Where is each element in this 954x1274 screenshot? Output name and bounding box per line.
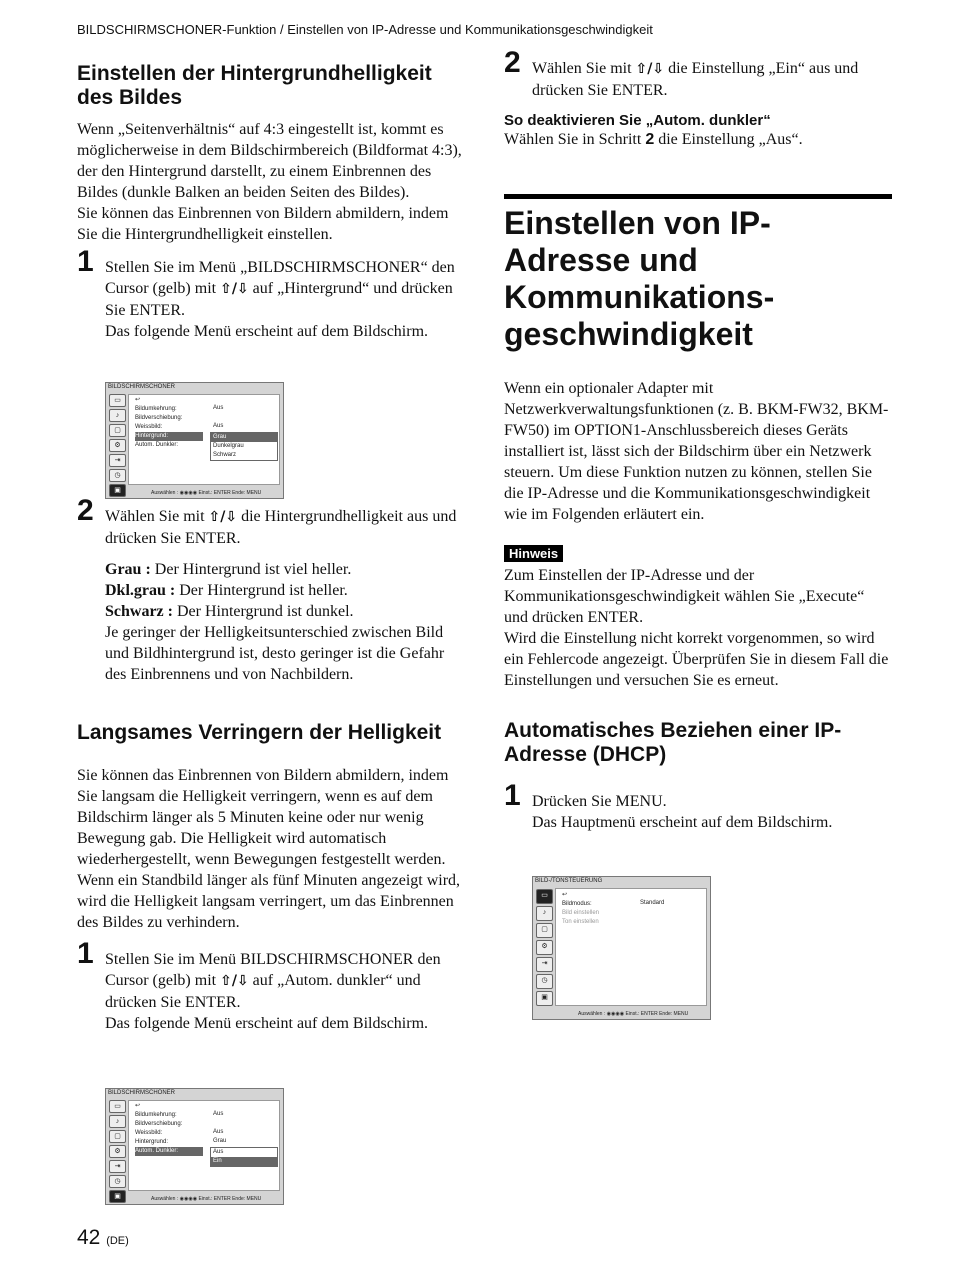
picture-icon: ▭ xyxy=(109,1100,126,1113)
left-column xyxy=(77,62,467,342)
left-column-part2 xyxy=(77,494,467,1034)
menu-panel xyxy=(128,394,280,485)
menu-row: Bildmodus: xyxy=(562,901,592,907)
step-text: Das folgende Menü erscheint auf dem Bildschirm. xyxy=(105,323,429,340)
step-number: 1 xyxy=(77,245,94,278)
sound-icon: ♪ xyxy=(109,409,126,422)
option-label: Grau : xyxy=(105,561,151,578)
paragraph: Wenn ein Standbild länger als fünf Minuten angezeigt wird, wird die Helligkeit langsam verringert, um das Einbrennen des Bildes zu verhindern. xyxy=(77,872,461,931)
option-text: Der Hintergrund ist dunkel. xyxy=(176,603,354,620)
menu-value: Grau xyxy=(213,1138,227,1144)
menu-value: Standard xyxy=(640,900,665,906)
menu-footer: Auswählen : ◉◉◉◉ Einst.: ENTER Ende: MENU xyxy=(151,1196,262,1202)
step-1 xyxy=(77,245,467,342)
screensaver-icon: ▣ xyxy=(109,1190,126,1203)
menu-value: Aus xyxy=(213,1129,224,1135)
dropdown-option: Dunkelgrau xyxy=(213,443,244,449)
menu-screen-main xyxy=(532,876,711,1020)
menu-value: Aus xyxy=(213,423,224,429)
page-number: 42 xyxy=(77,1226,101,1249)
screen-icon: ▢ xyxy=(109,424,126,437)
paragraph: Wenn ein optionaler Adapter mit Netzwerkverwaltungsfunktionen (z. B. BKM-FW32, BKM-FW50) im OPTION1-Anschlussbereich dieses Geräts installiert ist, lässt sich der Bildschirm über ein Netzwerk steuern. Um diese Funktion nutzen zu können, stellen Sie die IP-Adresse und die Kommunikationsgeschwindigkeit wie im Folgenden erläutert ein. xyxy=(504,380,889,523)
input-icon: ⇥ xyxy=(109,1160,126,1173)
step-ref: 2 xyxy=(645,131,655,148)
step-text: auf „Hintergrund“ und drücken Sie ENTER. xyxy=(105,280,453,319)
menu-row-disabled: Bild einstellen xyxy=(562,910,600,916)
screensaver-icon: ▣ xyxy=(109,484,126,497)
menu-row: Weissbild: xyxy=(135,424,163,430)
text: die Einstellung „Aus“. xyxy=(658,131,803,148)
screen-icon: ▢ xyxy=(109,1130,126,1143)
menu-value: Aus xyxy=(213,405,224,411)
input-icon: ⇥ xyxy=(536,957,553,972)
menu-row-selected: Hintergrund: xyxy=(135,432,203,441)
step-text: Stellen Sie im Menü „BILDSCHIRMSCHONER“ den Cursor (gelb) mit xyxy=(105,259,455,297)
menu-row: Bildverschiebung: xyxy=(135,1121,183,1127)
running-header: BILDSCHIRMSCHONER-Funktion / Einstellen von IP-Adresse und Kommunikationsgeschwindigkeit xyxy=(77,22,653,37)
menu-screen-dimming xyxy=(105,1088,284,1205)
settings-icon: ⚙ xyxy=(109,439,126,452)
chapter-title: Einstellen von IP-Adresse und Kommunikations-geschwindigkeit xyxy=(504,194,892,353)
step-text: Drücken Sie MENU. xyxy=(532,793,667,810)
step-number: 2 xyxy=(504,46,521,79)
menu-panel xyxy=(555,888,707,1006)
dropdown xyxy=(210,432,278,461)
right-column xyxy=(504,46,892,833)
menu-icon-bar xyxy=(536,889,555,1008)
option-text: Der Hintergrund ist heller. xyxy=(179,582,348,599)
up-down-arrow-icon: ⇧/⇩ xyxy=(220,973,249,989)
menu-footer: Auswählen : ◉◉◉◉ Einst.: ENTER Ende: MENU xyxy=(578,1011,689,1017)
paragraph: Wird die Einstellung nicht korrekt vorgenommen, so wird ein Fehlercode angezeigt. Überprüfen Sie in diesem Fall die Einstellungen und versuchen Sie es erneut. xyxy=(504,630,889,689)
sound-icon: ♪ xyxy=(536,906,553,921)
step-number: 1 xyxy=(504,779,521,812)
picture-icon: ▭ xyxy=(109,394,126,407)
menu-panel xyxy=(128,1100,280,1191)
menu-title: BILDSCHIRMSCHONER xyxy=(108,384,176,390)
step-text: die Hintergrundhelligkeit aus und drücken Sie ENTER. xyxy=(105,508,457,547)
menu-row: Bildverschiebung: xyxy=(135,415,183,421)
menu-row: Hintergrund: xyxy=(135,1139,169,1145)
menu-row: Autom. Dunkler: xyxy=(135,442,179,448)
clock-icon: ◷ xyxy=(536,974,553,989)
page-footer xyxy=(77,1226,129,1250)
picture-icon: ▭ xyxy=(536,889,553,904)
step-text: Das folgende Menü erscheint auf dem Bildschirm. xyxy=(105,1015,429,1032)
menu-title: BILD-/TONSTEUERUNG xyxy=(535,878,603,884)
menu-row-selected: Autom. Dunkler: xyxy=(135,1147,203,1156)
up-down-arrow-icon: ⇧/⇩ xyxy=(220,281,249,297)
menu-value: Aus xyxy=(213,1111,224,1117)
paragraph: Sie können das Einbrennen von Bildern abmildern, indem Sie langsam die Helligkeit verringern, wenn es auf dem Bildschirm länger als 5 Minuten keine oder nur wenig Bewegung gab. Die Helligkeit wird automatisch wiederhergestellt, wenn Bewegungen festgestellt werden. xyxy=(77,767,449,868)
step-text: Wählen Sie mit xyxy=(105,508,205,525)
step-text: Das Hauptmenü erscheint auf dem Bildschirm. xyxy=(532,814,833,831)
menu-row: Weissbild: xyxy=(135,1130,163,1136)
up-down-arrow-icon: ⇧/⇩ xyxy=(208,509,238,525)
paragraph: Wenn „Seitenverhältnis“ auf 4:3 eingestellt ist, kommt es möglicherweise in dem Bildschirmbereich (Bildformat 4:3), der den Hintergrund darstellt, zu einem Einbrennen des Bildes (dunkle Balken an beiden Seiten des Bildes). xyxy=(77,121,462,201)
menu-footer: Auswählen : ◉◉◉◉ Einst.: ENTER Ende: MENU xyxy=(151,490,262,496)
step-number: 1 xyxy=(77,937,94,970)
step-1-right xyxy=(504,779,892,833)
menu-icon-bar xyxy=(109,394,128,499)
sound-icon: ♪ xyxy=(109,1115,126,1128)
step-text: Stellen Sie im Menü BILDSCHIRMSCHONER den Cursor (gelb) mit xyxy=(105,951,441,989)
step-2-right xyxy=(504,46,892,101)
dropdown xyxy=(210,1147,278,1167)
option-list xyxy=(105,559,467,685)
dropdown-option: Grau xyxy=(211,433,277,442)
screen-icon: ▢ xyxy=(536,923,553,938)
subheading-deactivate: So deaktivieren Sie „Autom. dunkler“ xyxy=(504,112,771,129)
clock-icon: ◷ xyxy=(109,469,126,482)
menu-row: Bildumkehrung: xyxy=(135,406,177,412)
section-heading-dhcp: Automatisches Beziehen einer IP-Adresse (DHCP) xyxy=(504,719,842,766)
menu-title: BILDSCHIRMSCHONER xyxy=(108,1090,176,1096)
back-icon: ↩ xyxy=(135,397,141,403)
section-heading-background: Einstellen der Hintergrundhelligkeit des Bildes xyxy=(77,62,432,109)
paragraph: Sie können das Einbrennen von Bildern abmildern, indem Sie die Hintergrundhelligkeit einstellen. xyxy=(77,205,449,243)
screensaver-icon: ▣ xyxy=(536,991,553,1006)
paragraph xyxy=(504,129,892,150)
note-text: Je geringer der Helligkeitsunterschied zwischen Bild und Bildhintergrund ist, desto geringer ist die Gefahr des Einbrennens und von Nachbildern. xyxy=(105,624,445,683)
settings-icon: ⚙ xyxy=(109,1145,126,1158)
dropdown-option: Ein xyxy=(211,1157,277,1166)
language-code: (DE) xyxy=(106,1235,129,1247)
step-1b xyxy=(77,937,467,1034)
text: Wählen Sie in Schritt xyxy=(504,131,642,148)
step-text: Wählen Sie mit xyxy=(532,60,632,77)
option-label: Dkl.grau : xyxy=(105,582,176,599)
settings-icon: ⚙ xyxy=(536,940,553,955)
step-text: auf „Autom. dunkler“ und drücken Sie ENTER. xyxy=(105,972,421,1011)
up-down-arrow-icon: ⇧/⇩ xyxy=(635,61,665,77)
step-2 xyxy=(77,494,467,685)
option-text: Der Hintergrund ist viel heller. xyxy=(154,561,352,578)
back-icon: ↩ xyxy=(562,892,568,898)
option-label: Schwarz : xyxy=(105,603,173,620)
back-icon: ↩ xyxy=(135,1103,141,1109)
paragraph: Zum Einstellen der IP-Adresse und der Kommunikationsgeschwindigkeit wählen Sie „Execute“ und drücken ENTER. xyxy=(504,567,865,626)
step-number: 2 xyxy=(77,494,94,527)
dropdown-option: Aus xyxy=(213,1149,224,1155)
menu-row: Bildumkehrung: xyxy=(135,1112,177,1118)
step-text: die Einstellung „Ein“ aus und drücken Sie ENTER. xyxy=(532,60,859,99)
clock-icon: ◷ xyxy=(109,1175,126,1188)
dropdown-option: Schwarz xyxy=(213,452,237,458)
menu-icon-bar xyxy=(109,1100,128,1205)
section-heading-dimming: Langsames Verringern der Helligkeit xyxy=(77,721,442,744)
menu-screen-background xyxy=(105,382,284,499)
input-icon: ⇥ xyxy=(109,454,126,467)
menu-row-disabled: Ton einstellen xyxy=(562,919,599,925)
note-badge: Hinweis xyxy=(504,545,563,562)
